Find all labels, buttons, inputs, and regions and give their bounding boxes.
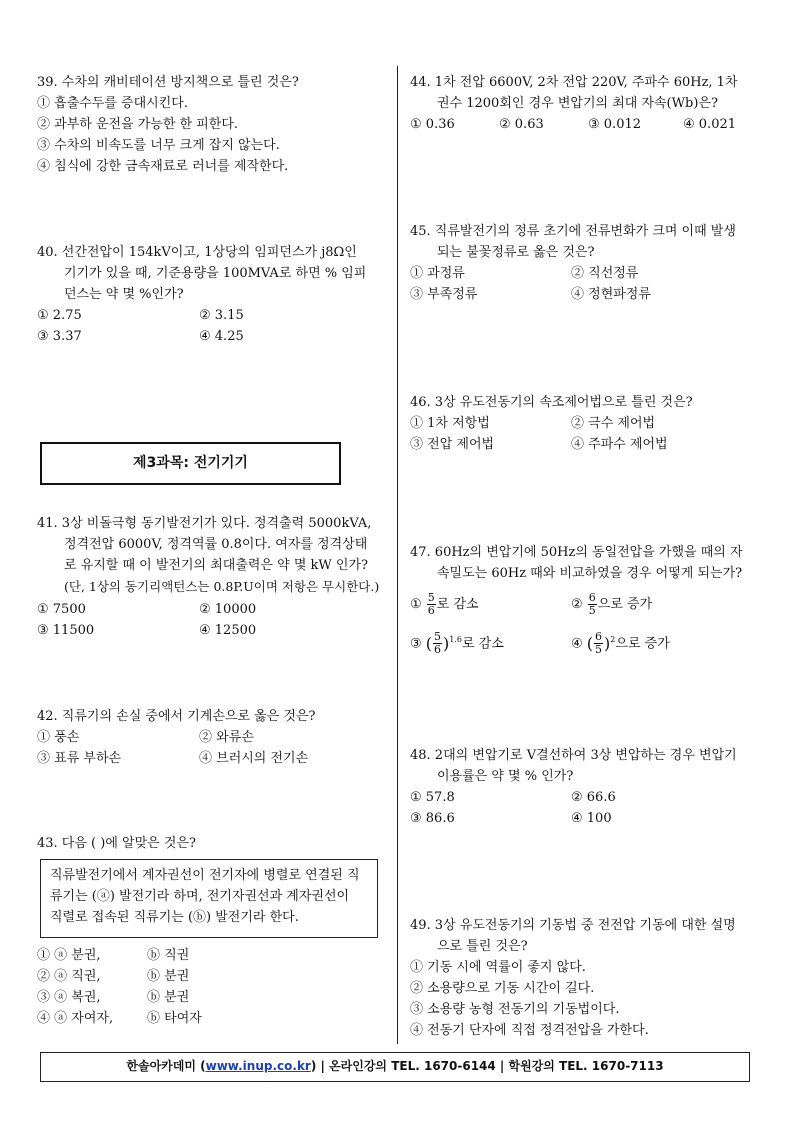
fraction-numerator: 6 bbox=[588, 591, 596, 604]
question-stem: 41. 3상 비돌극형 동기발전기가 있다. 정격출력 5000kVA, bbox=[37, 516, 372, 531]
option-2[interactable]: ② 직선정류 bbox=[571, 266, 639, 281]
option-3[interactable]: ③ 11500 bbox=[37, 623, 95, 638]
question-stem-line: 권수 1200회인 경우 변압기의 최대 자속(Wb)은? bbox=[437, 96, 718, 111]
option-3[interactable]: ③ 0.012 bbox=[588, 117, 642, 132]
option-text: 으로 증가 bbox=[615, 636, 670, 652]
option-3[interactable]: ③ 수차의 비속도를 너무 크게 잡지 않는다. bbox=[37, 138, 280, 153]
fraction-denominator: 5 bbox=[595, 643, 603, 657]
exponent: 1.6 bbox=[449, 635, 463, 644]
option-4[interactable]: ④ 100 bbox=[571, 811, 612, 826]
option-3[interactable]: ③ 표류 부하손 bbox=[37, 751, 122, 766]
option-2-b: ⓑ 분권 bbox=[147, 969, 190, 984]
option-1[interactable] bbox=[410, 592, 479, 617]
box-line: 류기는 (ⓐ) 발전기라 하며, 전기자권선과 계자권선이 bbox=[50, 889, 350, 904]
option-4[interactable]: ④ 정현파정류 bbox=[571, 287, 651, 302]
question-stem: 46. 3상 유도전동기의 속조제어법으로 틀린 것은? bbox=[410, 395, 693, 410]
option-2[interactable]: ② 과부하 운전을 가능한 한 피한다. bbox=[37, 117, 239, 132]
question-stem: 45. 직류발전기의 정류 초기에 전류변화가 크며 이때 발생 bbox=[410, 224, 736, 239]
question-stem-line: 던스는 약 몇 %인가? bbox=[64, 287, 184, 302]
option-2[interactable]: ② 66.6 bbox=[571, 790, 616, 805]
question-stem: 49. 3상 유도전동기의 기동법 중 전전압 기동에 대한 설명 bbox=[410, 918, 736, 933]
option-4[interactable]: ④ 12500 bbox=[199, 623, 257, 638]
option-4[interactable]: ④ 전동기 단자에 직접 정격전압을 가한다. bbox=[410, 1023, 649, 1038]
question-stem-line: 속밀도는 60Hz 때와 비교하였을 경우 어떻게 되는가? bbox=[437, 566, 743, 581]
box-line: 직렬로 접속된 직류기는 (ⓑ) 발전기라 한다. bbox=[50, 910, 299, 925]
option-4[interactable]: ④ 침식에 강한 금속재료로 러너를 제작한다. bbox=[37, 159, 289, 174]
option-1[interactable]: ① 2.75 bbox=[37, 308, 82, 323]
footer-contact: ) | 온라인강의 TEL. 1670-6144 | 학원강의 TEL. 1670-7113 bbox=[310, 1059, 664, 1073]
question-stem-line: 되는 불꽃정류로 옳은 것은? bbox=[437, 245, 595, 260]
option-text: 로 감소 bbox=[462, 636, 504, 652]
question-stem-line: 로 유지할 때 이 발전기의 최대출력은 약 몇 kW 인가? bbox=[64, 558, 369, 573]
option-mark: ③ bbox=[410, 636, 422, 652]
question-stem: 43. 다음 ( )에 알맞은 것은? bbox=[37, 836, 196, 851]
footer bbox=[40, 1052, 750, 1082]
option-2[interactable]: ② 0.63 bbox=[499, 117, 544, 132]
footer-academy: 한솔아카데미 ( bbox=[126, 1059, 206, 1073]
question-stem: 40. 선간전압이 154kV이고, 1상당의 임피던스가 j8Ω인 bbox=[37, 245, 357, 260]
option-3[interactable]: ③ 86.6 bbox=[410, 811, 455, 826]
option-mark: ① bbox=[410, 597, 422, 612]
option-1[interactable]: ① 과정류 bbox=[410, 266, 465, 281]
option-1[interactable]: ① 0.36 bbox=[410, 117, 455, 132]
fraction bbox=[588, 592, 597, 617]
section-title: 제3과목: 전기기기 bbox=[40, 442, 341, 485]
question-stem-line: 이용률은 약 몇 % 인가? bbox=[437, 769, 574, 784]
option-1[interactable]: ① 1차 저항법 bbox=[410, 416, 490, 431]
option-1[interactable]: ① 7500 bbox=[37, 602, 86, 617]
footer-website-link[interactable]: www.inup.co.kr bbox=[205, 1059, 311, 1073]
option-text: 으로 증가 bbox=[597, 597, 653, 612]
question-stem: 39. 수차의 캐비테이션 방지책으로 틀린 것은? bbox=[37, 75, 299, 90]
option-3[interactable]: ③ ⓐ 복권, bbox=[37, 990, 101, 1005]
option-2[interactable]: ② 와류손 bbox=[199, 730, 254, 745]
option-2[interactable]: ② 극수 제어법 bbox=[571, 416, 656, 431]
column-divider bbox=[397, 66, 398, 1044]
fraction-denominator: 6 bbox=[434, 643, 442, 657]
question-stem: 42. 직류기의 손실 중에서 기계손으로 옳은 것은? bbox=[37, 709, 316, 724]
fraction-numerator: 5 bbox=[427, 591, 435, 604]
option-text: 로 감소 bbox=[436, 597, 479, 612]
option-mark: ④ bbox=[571, 636, 583, 652]
question-stem: 44. 1차 전압 6600V, 2차 전압 220V, 주파수 60Hz, 1차 bbox=[410, 75, 738, 90]
fraction-denominator: 6 bbox=[427, 604, 435, 617]
option-2[interactable]: ② 3.15 bbox=[199, 308, 244, 323]
option-mark: ② bbox=[571, 597, 583, 612]
option-4[interactable]: ④ 주파수 제어법 bbox=[571, 437, 668, 452]
option-3[interactable]: ③ ( $\frac{5}{6}$ )$^{1.6}$로 감소 bbox=[410, 630, 504, 657]
option-3[interactable]: ③ 3.37 bbox=[37, 329, 82, 344]
option-2[interactable]: ② ⓐ 직권, bbox=[37, 969, 101, 984]
option-1[interactable]: ① 57.8 bbox=[410, 790, 455, 805]
fraction-numerator: 5 bbox=[434, 630, 442, 644]
fraction-numerator: 6 bbox=[595, 630, 603, 644]
question-stem: 48. 2대의 변압기로 V결선하여 3상 변압하는 경우 변압기 bbox=[410, 748, 737, 763]
box-line: 직류발전기에서 계자권선이 전기자에 병렬로 연결된 직 bbox=[50, 868, 360, 883]
fraction bbox=[594, 631, 603, 656]
option-1-b: ⓑ 직권 bbox=[147, 948, 190, 963]
option-3-b: ⓑ 분권 bbox=[147, 990, 190, 1005]
option-1[interactable]: ① 풍손 bbox=[37, 730, 80, 745]
question-stem-line: (단, 1상의 동기리액턴스는 0.8P.U이며 저항은 무시한다.) bbox=[64, 579, 380, 594]
option-4[interactable]: ④ 4.25 bbox=[199, 329, 244, 344]
exponent: 2 bbox=[610, 635, 616, 644]
option-1[interactable]: ① ⓐ 분권, bbox=[37, 948, 101, 963]
option-4[interactable]: ④ 0.021 bbox=[683, 117, 737, 132]
fraction bbox=[427, 592, 436, 617]
option-4[interactable]: ④ 브러시의 전기손 bbox=[199, 751, 309, 766]
option-4-b: ⓑ 타여자 bbox=[147, 1011, 202, 1026]
option-2[interactable]: ② 소용량으로 기동 시간이 길다. bbox=[410, 981, 595, 996]
option-3[interactable]: ③ 소용량 농형 전동기의 기동법이다. bbox=[410, 1002, 620, 1017]
option-4[interactable]: ④ ( $\frac{6}{5}$ )$^2$으로 증가 bbox=[571, 630, 670, 657]
question-stem-line: 으로 틀린 것은? bbox=[437, 939, 528, 954]
option-3[interactable]: ③ 부족정류 bbox=[410, 287, 478, 302]
option-1[interactable]: ① 흡출수두를 증대시킨다. bbox=[37, 96, 188, 111]
question-stem-line: 정격전압 6000V, 정격역률 0.8이다. 여자를 정격상태 bbox=[64, 537, 368, 552]
option-4[interactable]: ④ ⓐ 자여자, bbox=[37, 1011, 114, 1026]
fraction bbox=[433, 631, 442, 656]
option-1[interactable]: ① 기동 시에 역률이 좋지 않다. bbox=[410, 960, 586, 975]
option-3[interactable]: ③ 전압 제어법 bbox=[410, 437, 495, 452]
fraction-denominator: 5 bbox=[588, 604, 596, 617]
question-stem-line: 기기가 있을 때, 기준용량을 100MVA로 하면 % 임피 bbox=[64, 266, 367, 281]
question-stem: 47. 60Hz의 변압기에 50Hz의 동일전압을 가했을 때의 자 bbox=[410, 545, 743, 560]
option-2[interactable]: ② 10000 bbox=[199, 602, 257, 617]
option-2[interactable] bbox=[571, 592, 652, 617]
